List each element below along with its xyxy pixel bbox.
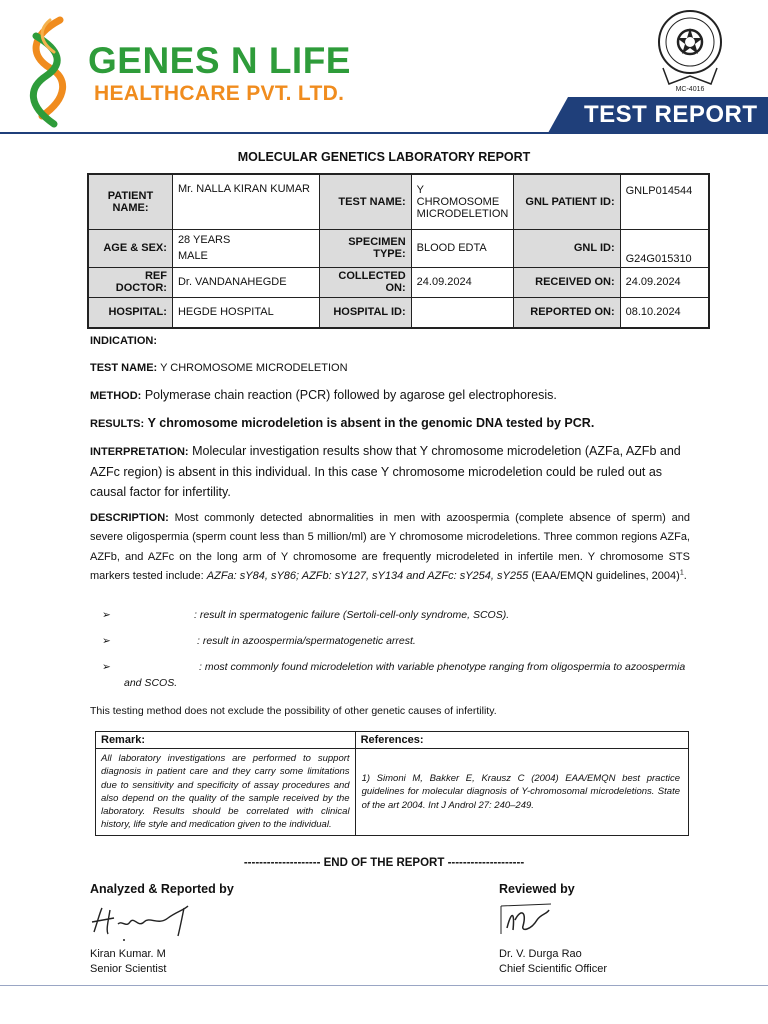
reviewer-block	[499, 947, 607, 978]
arrow-bullet-icon: ➢	[102, 635, 111, 647]
description-section	[90, 509, 690, 586]
reviewer-title: Chief Scientific Officer	[499, 963, 608, 976]
analyst-signature-icon	[88, 902, 198, 944]
citation-marker: 1	[679, 569, 684, 577]
test-name-value: Y CHROMOSOME MICRODELETION	[411, 174, 514, 229]
results-label: RESULTS:	[90, 418, 145, 430]
table-row	[96, 732, 689, 749]
seal-code: MC-4016	[675, 86, 705, 93]
patient-details-table	[87, 173, 710, 329]
hospital-value: HEGDE HOSPITAL	[172, 297, 319, 328]
test-name-section	[90, 360, 690, 378]
ref-doctor-value: Dr. VANDANAHEGDE	[172, 267, 319, 297]
hospital-label: HOSPITAL:	[88, 297, 172, 328]
bullet-azfa	[102, 608, 692, 624]
arrow-bullet-icon: ➢	[102, 661, 111, 673]
footer-divider	[0, 985, 768, 986]
sex-value: MALE	[177, 250, 208, 262]
ref-doctor-label: REF DOCTOR:	[88, 267, 172, 297]
method-label: METHOD:	[90, 390, 142, 402]
sts-markers: AZFa: sY84, sY86; AZFb: sY127, sY134 and AZFc: sY254, sY255	[206, 569, 529, 582]
description-text: Most commonly detected abnormalities in men with azoospermia (complete absence of sperm) and severe oligospermia (sperm count less than 5 million/ml) are Y chromosome microdeletions. Three common regions AZFa, AZFb, and AZFc on the long arm of Y chromosome are frequently microdeleted in infertile men. Y chromosome STS markers tested include:	[90, 512, 691, 582]
analyzed-heading: Analyzed & Reported by	[90, 882, 234, 896]
description-guidelines: (EAA/EMQN guidelines, 2004)	[528, 569, 680, 582]
analyst-name: Kiran Kumar. M	[90, 948, 166, 960]
reported-on-value: 08.10.2024	[620, 297, 709, 328]
remark-text: All laboratory investigations are performed to support diagnosis in patient care and they carry some limitations due to sensitivity and specificity of assay procedures and also depend on the quality of the sample received by the laboratory. Results should be correlated with clinical history, life style and medication given to the individual.	[96, 749, 356, 836]
received-on-label: RECEIVED ON:	[514, 267, 620, 297]
test-name-line-label: TEST NAME:	[90, 362, 158, 374]
hospital-id-label: HOSPITAL ID:	[320, 297, 412, 328]
method-section	[90, 385, 690, 406]
results-section	[90, 413, 690, 434]
reference-text: 1) Simoni M, Bakker E, Krausz C (2004) EAA/EMQN best practice guidelines for molecular diagnosis of Y-chromosomal microdeletions. State of the art 2004. Int J Androl 27: 240–249.	[355, 749, 688, 836]
collected-on-label: COLLECTED ON:	[320, 267, 412, 297]
description-end: .	[683, 569, 687, 582]
remark-header: Remark:	[96, 732, 356, 749]
test-report-banner	[568, 97, 768, 133]
description-label: DESCRIPTION:	[90, 512, 169, 524]
gnl-id-value: G24G015310	[620, 229, 709, 267]
brand-name: GENES N LIFE	[88, 40, 351, 81]
bullet-text: : result in spermatogenic failure (Sertoli-cell-only syndrome, SCOS).	[194, 609, 510, 621]
interpretation-section	[90, 441, 690, 503]
reviewer-name: Dr. V. Durga Rao	[499, 948, 582, 960]
test-report-banner-label: TEST REPORT	[584, 101, 758, 128]
indication-label: INDICATION:	[90, 335, 158, 347]
brand-subtitle: HEALTHCARE PVT. LTD.	[94, 82, 345, 105]
indication-section	[90, 333, 690, 351]
reviewer-signature-icon	[497, 900, 557, 942]
arrow-bullet-icon: ➢	[102, 609, 111, 621]
bullet-text: : most commonly found microdeletion with variable phenotype ranging from oligospermia to azoospermia and SCOS.	[124, 661, 686, 689]
bullet-text: : result in azoospermia/spermatogenetic arrest.	[197, 635, 416, 647]
gnl-patient-id-label: GNL PATIENT ID:	[514, 174, 620, 229]
received-on-value: 24.09.2024	[620, 267, 709, 297]
reported-on-label: REPORTED ON:	[514, 297, 620, 328]
bullet-azfb	[102, 634, 692, 650]
hospital-id-value	[411, 297, 514, 328]
specimen-type-value: BLOOD EDTA	[411, 229, 514, 267]
method-text: Polymerase chain reaction (PCR) followed by agarose gel electrophoresis.	[144, 388, 557, 402]
interpretation-label: INTERPRETATION:	[90, 446, 189, 458]
age-value: 28 YEARS	[177, 233, 231, 246]
accreditation-seal-icon	[655, 8, 725, 88]
analyst-block	[90, 947, 166, 978]
results-text: Y chromosome microdeletion is absent in the genomic DNA tested by PCR.	[147, 416, 595, 430]
table-row	[88, 267, 709, 297]
gnl-id-label: GNL ID:	[514, 229, 620, 267]
test-name-line-text: Y CHROMOSOME MICRODELETION	[160, 362, 348, 374]
gnl-patient-id-value: GNLP014544	[620, 174, 709, 229]
disclaimer: This testing method does not exclude the possibility of other genetic causes of infertility.	[90, 705, 497, 717]
collected-on-value: 24.09.2024	[411, 267, 514, 297]
report-header	[0, 0, 768, 135]
patient-name-value: Mr. NALLA KIRAN KUMAR	[172, 174, 319, 229]
reviewed-heading: Reviewed by	[499, 882, 575, 896]
specimen-type-label: SPECIMEN TYPE:	[320, 229, 412, 267]
table-row	[88, 229, 709, 267]
report-title: MOLECULAR GENETICS LABORATORY REPORT	[237, 150, 531, 164]
patient-name-label: PATIENT NAME:	[88, 174, 172, 229]
header-divider	[0, 132, 768, 134]
table-row	[96, 749, 689, 836]
references-header: References:	[355, 732, 688, 749]
interpretation-text: Molecular investigation results show that Y chromosome microdeletion (AZFa, AZFb and AZFc region) is absent in this individual. In this case Y chromosome microdeletion could be ruled out as causal factor for infertility.	[90, 444, 681, 500]
table-row	[88, 174, 709, 229]
age-sex-value	[172, 229, 319, 267]
analyst-title: Senior Scientist	[90, 963, 167, 976]
bullet-azfc	[102, 660, 692, 692]
dna-helix-logo-icon	[20, 16, 80, 128]
age-sex-label: AGE & SEX:	[88, 229, 172, 267]
table-row	[88, 297, 709, 328]
remarks-references-table	[95, 731, 689, 836]
end-of-report: -------------------- END OF THE REPORT --------------------	[243, 857, 525, 869]
test-name-label: TEST NAME:	[320, 174, 412, 229]
